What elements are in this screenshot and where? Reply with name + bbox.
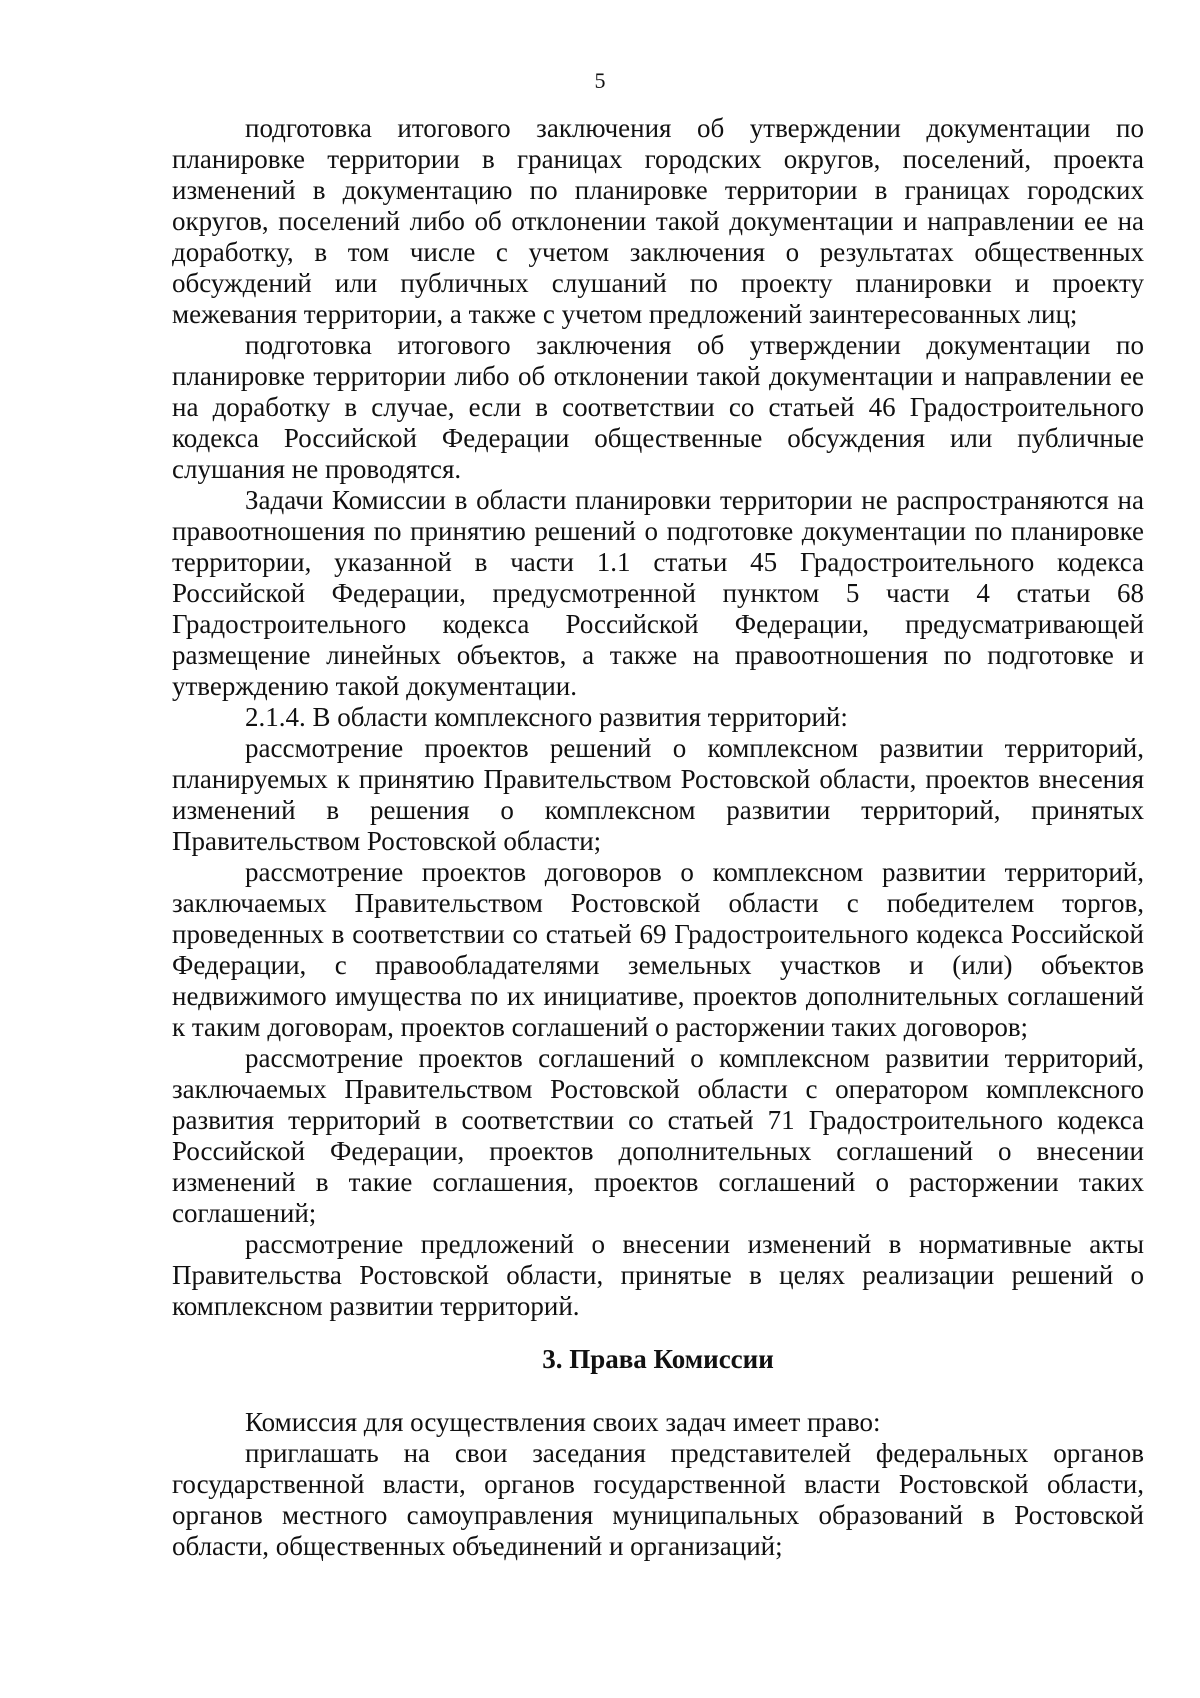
paragraph-rights-intro: Комиссия для осуществления своих задач имеет право: — [245, 1407, 881, 1437]
paragraph-section-2-1-4: 2.1.4. В области комплексного развития территорий: — [245, 702, 848, 732]
paragraph-review-agreements: рассмотрение проектов соглашений о комплексном развитии территорий, заключаемых Правительством Ростовской области с оператором комплексного развития территорий в соответствии со статьей 71 Градостроительного кодекса Российской Федерации, проектов дополнительных соглашений о внесении изменений в такие соглашения, проектов соглашений о расторжении таких соглашений; — [172, 1043, 1144, 1228]
paragraph-review-decisions: рассмотрение проектов решений о комплексном развитии территорий, планируемых к принятию Правительством Ростовской области, проектов внесения изменений в решения о комплексном развитии территорий, принятых Правительством Ростовской области; — [172, 733, 1144, 856]
paragraph-review-proposals: рассмотрение предложений о внесении изменений в нормативные акты Правительства Ростовской области, принятые в целях реализации решений о комплексном развитии территорий. — [172, 1229, 1144, 1321]
paragraph-review-contracts: рассмотрение проектов договоров о комплексном развитии территорий, заключаемых Правительством Ростовской области с победителем торгов, проведенных в соответствии со статьей 69 Градостроительного кодекса Российской Федерации, с правообладателями земельных участков и (или) объектов недвижимого имущества по их инициативе, проектов дополнительных соглашений к таким договорам, проектов соглашений о расторжении таких договоров; — [172, 857, 1144, 1042]
paragraph-final-conclusion: подготовка итогового заключения об утверждении документации по планировке территории в границах городских округов, поселений, проекта изменений в документацию по планировке территории в границах городских округов, поселений либо об отклонении такой документации и направлении ее на доработку, в том числе с учетом заключения о результатах общественных обсуждений или публичных слушаний по проекту планировки и проекту межевания территории, а также с учетом предложений заинтересованных лиц; — [172, 113, 1144, 329]
paragraph-invite-representatives: приглашать на свои заседания представителей федеральных органов государственной власти, органов государственной власти Ростовской области, органов местного самоуправления муниципальных образований в Ростовской области, общественных объединений и организаций; — [172, 1438, 1144, 1561]
document-body — [172, 113, 1144, 1562]
paragraph-conclusion-no-hearings: подготовка итогового заключения об утверждении документации по планировке территории либо об отклонении такой документации и направлении ее на доработку в случае, если в соответствии со статьей 46 Градостроительного кодекса Российской Федерации общественные обсуждения или публичные слушания не проводятся. — [172, 330, 1144, 484]
page-number: 5 — [594, 68, 606, 93]
section-heading-rights: 3. Права Комиссии — [542, 1344, 774, 1374]
paragraph-tasks-scope: Задачи Комиссии в области планировки территории не распространяются на правоотношения по принятию решений о подготовке документации по планировке территории, указанной в части 1.1 статьи 45 Градостроительного кодекса Российской Федерации, предусмотренной пунктом 5 части 4 статьи 68 Градостроительного кодекса Российской Федерации, предусматривающей размещение линейных объектов, а также на правоотношения по подготовке и утверждению такой документации. — [172, 485, 1144, 701]
